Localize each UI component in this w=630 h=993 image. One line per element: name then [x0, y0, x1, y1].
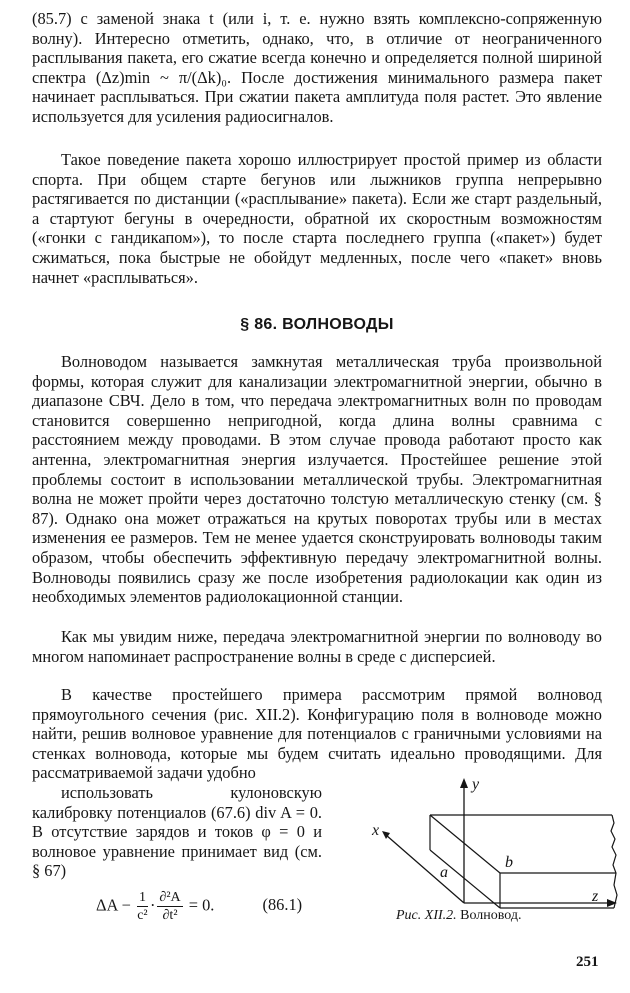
paragraph-3: Волноводом называется замкнутая металлическая труба произвольной формы, которая служит для канализации электромагнитной энергии, обычно в диапазоне СВЧ. Дело в том, что передача электромагнитных волн по проводам становится совершенно непригодной, когда длина волны сравнима с расстоянием между проводами. В этом случае провода работают просто как антенна, электромагнитная энергия излучается. Простейшее решение этой проблемы состоит в использовании металлической трубы. Электромагнитная волна не может пройти через достаточно толстую металлическую стенку (см. § 87). Однако она может отражаться на крутых поворотах трубы или в местах изменения ее размеров. Тем не менее удается сконструировать волноводы таким образом, чтобы обеспечить эффективную передачу электромагнитной волны. Волноводы появились сразу же после изобретения радиолокации как один из необходимых элементов радиолокационной станции.	[32, 352, 602, 607]
formula-frac1-num: 1	[138, 890, 146, 905]
formula-frac1-den: c²	[137, 908, 148, 923]
formula-frac2-den: ∂t²	[162, 908, 178, 923]
figure-caption	[396, 906, 522, 926]
label-a: a	[440, 864, 448, 881]
label-y: y	[472, 776, 480, 793]
section-heading: § 86. ВОЛНОВОДЫ	[240, 316, 394, 333]
box-cut-end	[611, 815, 617, 908]
formula-rhs: = 0.	[188, 895, 215, 915]
label-b: b	[505, 854, 513, 871]
caption-label: Рис. XII.2.	[396, 908, 457, 923]
formula-frac2-num: ∂²A	[159, 890, 181, 905]
formula-lhs: ΔA −	[96, 895, 131, 915]
y-axis-arrow	[460, 778, 468, 788]
paragraph-5-full-width: В качестве простейшего примера рассмотрим прямой волновод прямоугольного сечения (рис. XII.2). Конфигурацию поля в волноводе можно найти, решив волновое уравнение для потенциалов с граничными условиями на стенках волновода, которые мы будем считать идеально проводящими. Для рассматриваемой задачи удобно	[32, 685, 602, 783]
formula-fraction-1	[137, 889, 148, 924]
paragraph-1: (85.7) с заменой знака t (или i, т. е. нужно взять комплексно-сопряженную волну). Интересно отметить, однако, что, в отличие от неограниченного расплывания пакета, его сжатие всегда конечно и определяется полной шириной спектра (Δz)min ~ π/(Δk)₀. После достижения минимального размера пакет начинает расплываться. При сжатии пакета амплитуда поля растет. Это явление используется для усиления радиосигналов.	[32, 9, 602, 126]
equation-number: (86.1)	[262, 895, 303, 915]
formula-fraction-2	[157, 889, 182, 924]
formula-dot: ·	[149, 895, 156, 915]
paragraph-5-wrapped: использовать кулоновскую калибровку потенциалов (67.6) div A = 0. В отсутствие зарядов и токов φ = 0 и волновое уравнение принимает вид (см. § 67)	[32, 782, 322, 881]
paragraph-4: Как мы увидим ниже, передача электромагнитной энергии по волноводу во многом напоминает распространение волны в среде с дисперсией.	[32, 627, 602, 666]
label-z: z	[592, 888, 599, 905]
caption-text: Волновод.	[460, 908, 522, 923]
page-number: 251	[576, 954, 599, 970]
paragraph-2: Такое поведение пакета хорошо иллюстрирует простой пример из области спорта. При общем старте бегунов или лыжников группа непрерывно растягивается по дистанции («расплывание» пакета). Если же старт раздельный, а стартуют бегуны в очередности, обратной их скоростным возможностям («гонки с гандикапом»), то после старта последнего группа («пакет») будет сжиматься, пока быстрые не обойдут медленных, после чего «пакет» вновь начнет «расплываться».	[32, 150, 602, 287]
page	[32, 0, 602, 993]
label-x: x	[372, 822, 380, 839]
equation-86-1	[96, 889, 302, 924]
